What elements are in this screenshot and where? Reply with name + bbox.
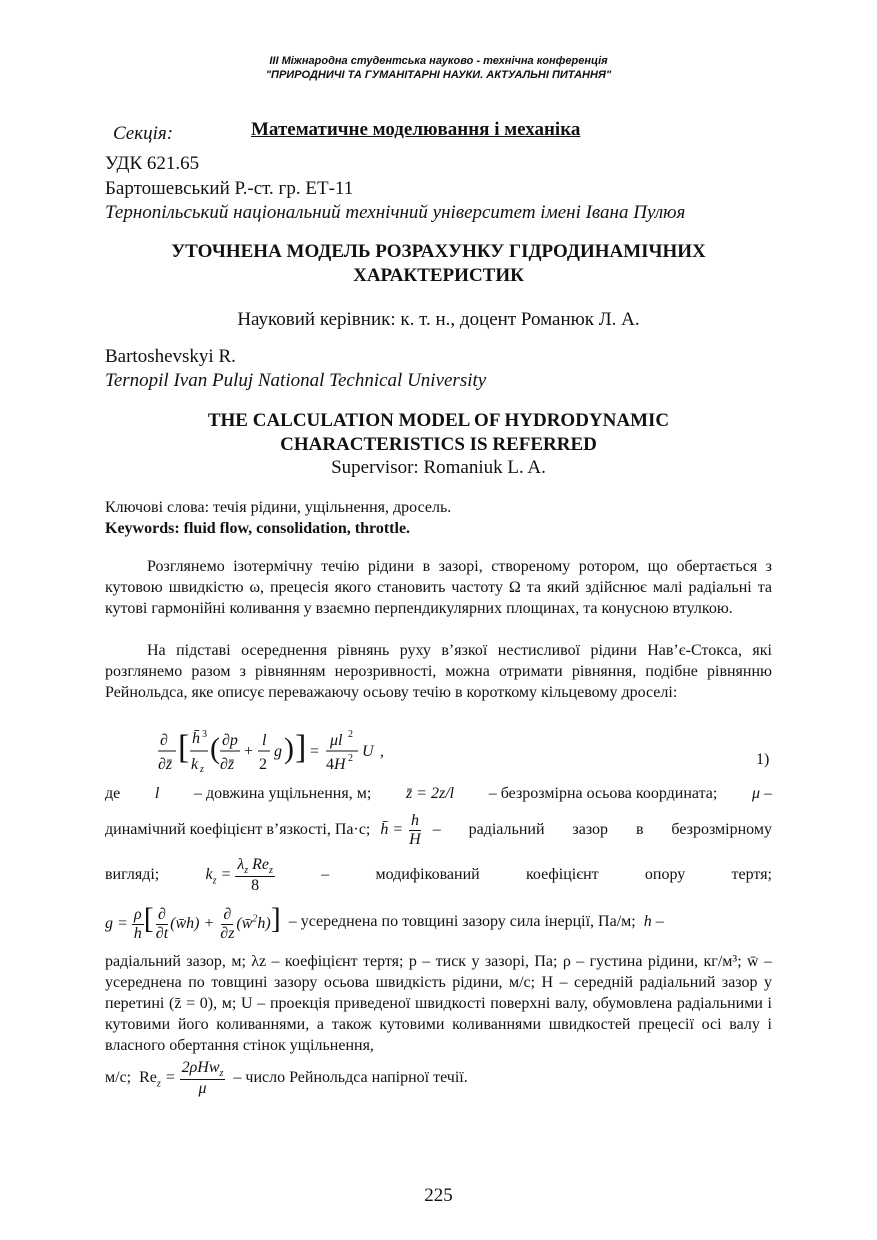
svg-text:2: 2 xyxy=(348,729,353,740)
affiliation-ua: Тернопільський національний технічний університет імені Івана Пулюя xyxy=(105,202,686,223)
svg-text:4H: 4H xyxy=(326,756,346,773)
title-en-line2: CHARACTERISTICS IS REFERRED xyxy=(280,434,597,455)
svg-text:2: 2 xyxy=(348,753,353,764)
title-en-line1: THE CALCULATION MODEL OF HYDRODYNAMIC xyxy=(207,410,670,431)
defs-form: вигляді; xyxy=(105,866,160,883)
svg-text:(: ( xyxy=(210,732,220,765)
defs-viscosity: динамічний коефіцієнт в’язкості, Па·с; xyxy=(105,821,371,838)
defs-reynolds: – число Рейнольдса напірної течії. xyxy=(233,1069,468,1086)
defs-line-3 xyxy=(105,852,772,898)
svg-text:,: , xyxy=(380,743,384,760)
author-ua: Бартошевський Р.-ст. гр. ЕТ-11 xyxy=(105,178,354,199)
defs-inertia: – усереднена по товщині зазору сила інерції, Па/м; xyxy=(288,913,636,930)
symbol-l: l xyxy=(154,785,160,802)
title-ua-line2: ХАРАКТЕРИСТИК xyxy=(353,265,524,286)
svg-text:∂z̄: ∂z̄ xyxy=(220,756,235,773)
formula-h-bar: h̄ = $\frac{h}{H}$ xyxy=(380,811,421,848)
symbol-mu: μ – xyxy=(751,785,772,802)
symbol-z-bar: z̄ = 2z/l xyxy=(405,785,455,802)
svg-text:+: + xyxy=(244,743,254,760)
keywords-ua: Ключові слова: течія рідини, ущільнення, дросель. xyxy=(105,499,452,516)
section-title: Математичне моделювання і механіка xyxy=(251,119,581,140)
title-ua-line1: УТОЧНЕНА МОДЕЛЬ РОЗРАХУНКУ ГІДРОДИНАМІЧНИХ xyxy=(171,241,706,262)
formula-re: $Re_z$ = $\frac{2\rho Hw_z}{\mu}$ xyxy=(139,1058,224,1097)
equation-1-svg xyxy=(158,725,418,781)
udk: УДК 621.65 xyxy=(105,153,200,174)
defs-friction: тертя; xyxy=(731,866,772,883)
defs-gap: – радіальний зазор в безрозмірному xyxy=(432,821,772,838)
conference-subtitle: "ПРИРОДНИЧІ ТА ГУМАНІТАРНІ НАУКИ. АКТУАЛЬНІ ПИТАННЯ" xyxy=(265,69,612,81)
svg-text:2: 2 xyxy=(259,756,267,773)
svg-text:∂: ∂ xyxy=(160,732,168,749)
defs-rest: радіальний зазор, м; λz – коефіцієнт тертя; p – тиск у зазорі, Па; ρ – густина рідини, кг/м³; w̄ – усереднена по товщині зазору осьова швидкість рідини, м/с; H – середній радіальний зазор у перетині (z̄ = 0), м; U – проекція приведеної швидкості поверхні валу, обумовлена радіальними і кутовими його коливаннями, а також кутовими коливаннями швидкостей прецесії осі валу і власного обертання стінок ущільнення, xyxy=(105,953,772,1054)
defs-line-4 xyxy=(105,898,772,946)
svg-text:∂p: ∂p xyxy=(222,732,238,749)
page-number: 225 xyxy=(424,1185,453,1206)
defs-resistance: опору xyxy=(644,866,686,883)
paragraph-1: Розглянемо ізотермічну течію рідини в зазорі, створеному ротором, що обертається з кутовою швидкістю ω, прецесія якого становить частоту Ω та який здійснює малі радіальні та кутові гармонійні коливання у взаємно перпендикулярних площинах, та конусною втулкою. xyxy=(105,558,772,617)
svg-text:[: [ xyxy=(178,729,190,766)
symbol-h: h – xyxy=(643,913,664,930)
svg-text:3: 3 xyxy=(202,729,207,740)
svg-text:g: g xyxy=(274,743,282,760)
svg-text:∂z̄: ∂z̄ xyxy=(158,756,173,773)
svg-text:h̄: h̄ xyxy=(192,730,200,747)
svg-text:k: k xyxy=(191,756,199,773)
defs-de: де xyxy=(105,785,121,802)
defs-modified: модифікований xyxy=(375,866,480,883)
formula-kz: $k_z$ = $\frac{\lambda_z Re_z}{8}$ xyxy=(205,855,273,894)
svg-text:): ) xyxy=(284,732,294,765)
defs-coordinate: – безрозмірна осьова координата; xyxy=(488,785,718,802)
defs-dash: – xyxy=(321,866,330,883)
svg-text:=: = xyxy=(310,743,320,760)
svg-text:l: l xyxy=(262,732,267,749)
keywords-en: Keywords: fluid flow, consolidation, throttle. xyxy=(105,520,411,537)
conference-title: III Міжнародна студентська науково - технічна конференція xyxy=(269,55,608,67)
equation-number: 1) xyxy=(756,751,770,768)
paragraph-2: На підставі осереднення рівнянь руху в’язкої нестисливої рідини Нав’є-Стокса, які розглянемо разом з рівнянням нерозривності, можна отримати рівняння, подібне рівнянню Рейнольдса, яке описує переважаючу осьову течію в короткому кільцевому дроселі: xyxy=(105,642,772,701)
author-en: Bartoshevskyi R. xyxy=(105,346,236,367)
section-label: Секція: xyxy=(113,123,174,144)
equation-1 xyxy=(158,725,418,781)
affiliation-en: Ternopil Ivan Puluj National Technical University xyxy=(105,370,487,391)
defs-last xyxy=(105,1056,468,1100)
defs-coefficient: коефіцієнт xyxy=(525,866,599,883)
svg-text:z: z xyxy=(200,764,204,775)
supervisor-ua: Науковий керівник: к. т. н., доцент Романюк Л. А. xyxy=(237,309,640,330)
svg-text:μl: μl xyxy=(330,732,343,749)
svg-text:U: U xyxy=(362,743,374,760)
defs-ms: м/с; xyxy=(105,1069,132,1086)
formula-g: g = $\frac{\rho}{h}$ [ $\frac{\partial}{\partial t}$ (w̄h) + $\frac{\partial}{\partial z}$ (w̄$^2$h)] xyxy=(105,901,281,942)
svg-text:]: ] xyxy=(295,729,307,766)
supervisor-en: Supervisor: Romaniuk L. A. xyxy=(331,457,546,478)
defs-line-1 xyxy=(105,785,772,803)
defs-line-2 xyxy=(105,810,772,850)
defs-length: – довжина ущільнення, м; xyxy=(194,785,372,802)
